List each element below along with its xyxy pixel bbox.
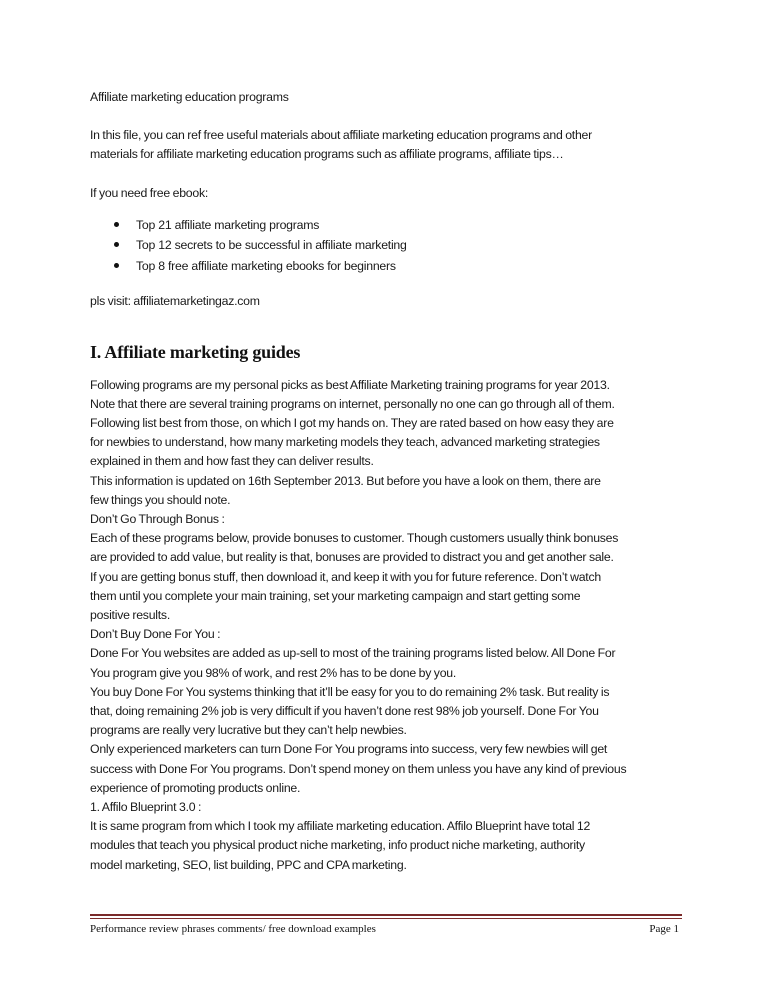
subheading-bonus: Don’t Go Through Bonus : bbox=[90, 511, 225, 526]
visit-line: pls visit: affiliatemarketingaz.com bbox=[90, 294, 260, 309]
body-line: positive results. bbox=[90, 607, 170, 622]
body-line: experience of promoting products online. bbox=[90, 780, 301, 795]
body-line: It is same program from which I took my affiliate marketing education. Affilo Blueprint have total 12 bbox=[90, 819, 591, 834]
list-item bbox=[114, 215, 690, 236]
body-line: Following programs are my personal picks as best Affiliate Marketing training programs for year 2013. bbox=[90, 377, 610, 392]
body-line: few things you should note. bbox=[90, 492, 231, 507]
body-line: Note that there are several training programs on internet, personally no one can go through all of them. bbox=[90, 396, 615, 411]
body-line: that, doing remaining 2% job is very difficult if you haven’t done rest 98% job yourself. Done For You bbox=[90, 703, 599, 718]
body-line: for newbies to understand, how many marketing models they teach, advanced marketing strategies bbox=[90, 435, 600, 450]
footer-rule-thin bbox=[90, 918, 682, 919]
bullet-icon bbox=[114, 222, 119, 227]
body-line: success with Done For You programs. Don’t spend money on them unless you have any kind of previous bbox=[90, 761, 627, 776]
bullet-icon bbox=[114, 263, 119, 268]
body-line: This information is updated on 16th September 2013. But before you have a look on them, there are bbox=[90, 473, 601, 488]
intro-line-1: In this file, you can ref free useful materials about affiliate marketing education programs and other bbox=[90, 128, 592, 143]
document-title-line: Affiliate marketing education programs bbox=[90, 90, 289, 104]
document-body bbox=[90, 88, 690, 875]
body-line: modules that teach you physical product niche marketing, info product niche marketing, authority bbox=[90, 838, 585, 853]
bullet-icon bbox=[114, 242, 119, 247]
body-line: Following list best from those, on which I got my hands on. They are rated based on how easy they are bbox=[90, 415, 614, 430]
body-line: are provided to add value, but reality is that, bonuses are provided to distract you and get another sale. bbox=[90, 550, 614, 565]
body-line: If you are getting bonus stuff, then download it, and keep it with you for future reference. Don’t watch bbox=[90, 569, 601, 584]
section-heading: I. Affiliate marketing guides bbox=[90, 341, 301, 362]
list-item-text: Top 8 free affiliate marketing ebooks for beginners bbox=[136, 258, 396, 273]
list-item-text: Top 12 secrets to be successful in affiliate marketing bbox=[136, 238, 407, 253]
body-line: You buy Done For You systems thinking that it’ll be easy for you to do remaining 2% task. But reality is bbox=[90, 684, 610, 699]
footer-text: Performance review phrases comments/ free download examples bbox=[90, 923, 376, 935]
subheading-done-for-you: Don’t Buy Done For You : bbox=[90, 627, 221, 642]
body-line: Each of these programs below, provide bonuses to customer. Though customers usually think bonuses bbox=[90, 531, 619, 546]
body-line: model marketing, SEO, list building, PPC and CPA marketing. bbox=[90, 857, 407, 872]
list-item-text: Top 21 affiliate marketing programs bbox=[136, 217, 320, 232]
list-item bbox=[114, 256, 690, 277]
list-item bbox=[114, 235, 690, 256]
page-number: Page 1 bbox=[649, 923, 679, 935]
body-line: You program give you 98% of work, and rest 2% has to be done by you. bbox=[90, 665, 457, 680]
ebook-prompt: If you need free ebook: bbox=[90, 185, 209, 200]
body-text bbox=[90, 376, 690, 875]
body-line: Done For You websites are added as up-sell to most of the training programs listed below. All Done For bbox=[90, 646, 616, 661]
body-line: Only experienced marketers can turn Done For You programs into success, very few newbies will get bbox=[90, 742, 608, 757]
footer-rule bbox=[90, 914, 682, 916]
body-line: explained in them and how fast they can deliver results. bbox=[90, 454, 374, 469]
body-line: them until you complete your main training, set your marketing campaign and start getting some bbox=[90, 588, 581, 603]
body-line: programs are really very lucrative but they can’t help newbies. bbox=[90, 723, 407, 738]
ebook-list bbox=[90, 215, 690, 277]
subheading-affilo-blueprint: 1. Affilo Blueprint 3.0 : bbox=[90, 799, 202, 814]
intro-line-2: materials for affiliate marketing education programs such as affiliate programs, affiliate tips… bbox=[90, 147, 564, 162]
